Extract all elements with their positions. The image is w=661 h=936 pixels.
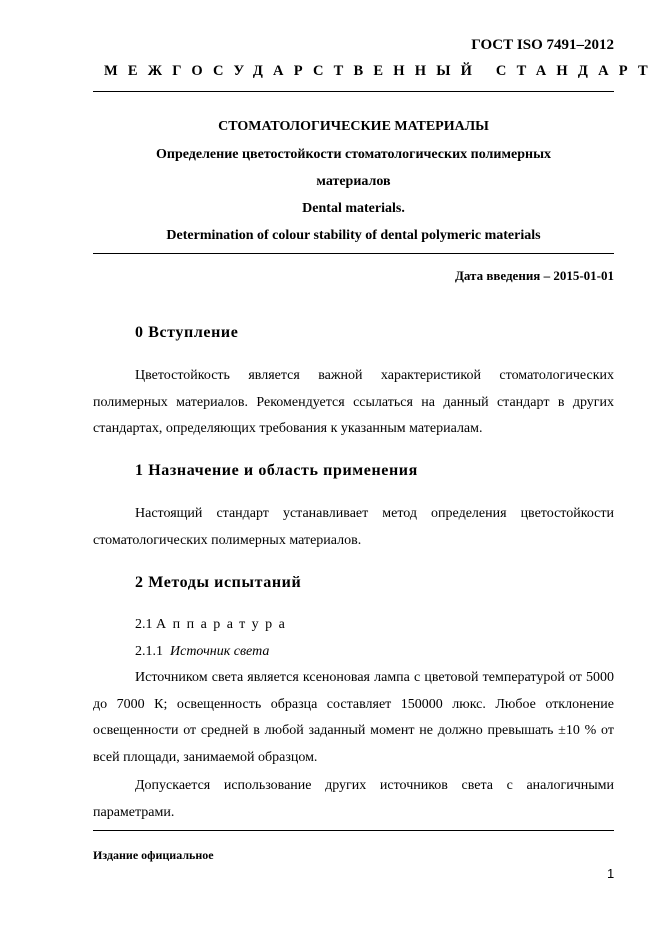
section-0-text: Цветостойкость является важной характеристикой стоматологических полимерных материалов. Рекомендуется ссылаться на данный стандарт в других стандартах, определяющих требования к указанным материалам. xyxy=(93,368,614,436)
subsection-2-1 xyxy=(135,617,291,633)
subsection-2-1-number: 2.1 xyxy=(135,617,153,632)
title-en-main: Dental materials. xyxy=(302,201,405,216)
edition-note: Издание официальное xyxy=(93,848,214,862)
title-ru-sub-line2: материалов xyxy=(316,174,391,189)
section-1-text: Настоящий стандарт устанавливает метод определения цветостойкости стоматологических полимерных материалов. xyxy=(93,506,614,548)
title-rule xyxy=(93,253,614,254)
title-ru-sub-line1: Определение цветостойкости стоматологических полимерных xyxy=(156,147,551,162)
subsection-2-1-title: Аппаратура xyxy=(156,617,292,632)
section-2-heading: 2 Методы испытаний xyxy=(135,574,302,591)
intro-date: Дата введения – 2015-01-01 xyxy=(454,268,614,283)
section-1-heading: 1 Назначение и область применения xyxy=(135,462,418,479)
page-number: 1 xyxy=(607,866,615,881)
section-0-heading: 0 Вступление xyxy=(135,324,239,341)
subsection-2-1-1-title: Источник света xyxy=(170,644,270,659)
section-2-paragraph-1: Источником света является ксеноновая лампа с цветовой температурой от 5000 до 7000 К; освещенность образца составляет 150000 люкс. Любое отклонение освещенности от средней в любой заданный момент не должно превышать ±10 % от всей площади, занимаемой образцом. xyxy=(93,670,614,765)
subsection-2-1-1-number: 2.1.1 xyxy=(135,644,163,659)
standard-number: ГОСТ ISO 7491–2012 xyxy=(471,37,614,53)
footer-rule xyxy=(93,830,614,831)
section-2-paragraph-2: Допускается использование других источников света с аналогичными параметрами. xyxy=(93,778,614,820)
title-ru-main: СТОМАТОЛОГИЧЕСКИЕ МАТЕРИАЛЫ xyxy=(218,119,489,134)
header-rule xyxy=(93,91,614,92)
title-en-sub: Determination of colour stability of dental polymeric materials xyxy=(166,228,541,243)
subsection-2-1-1 xyxy=(135,644,269,660)
standard-type: МЕЖГОСУДАРСТВЕННЫЙ СТАНДАРТ xyxy=(104,63,658,79)
